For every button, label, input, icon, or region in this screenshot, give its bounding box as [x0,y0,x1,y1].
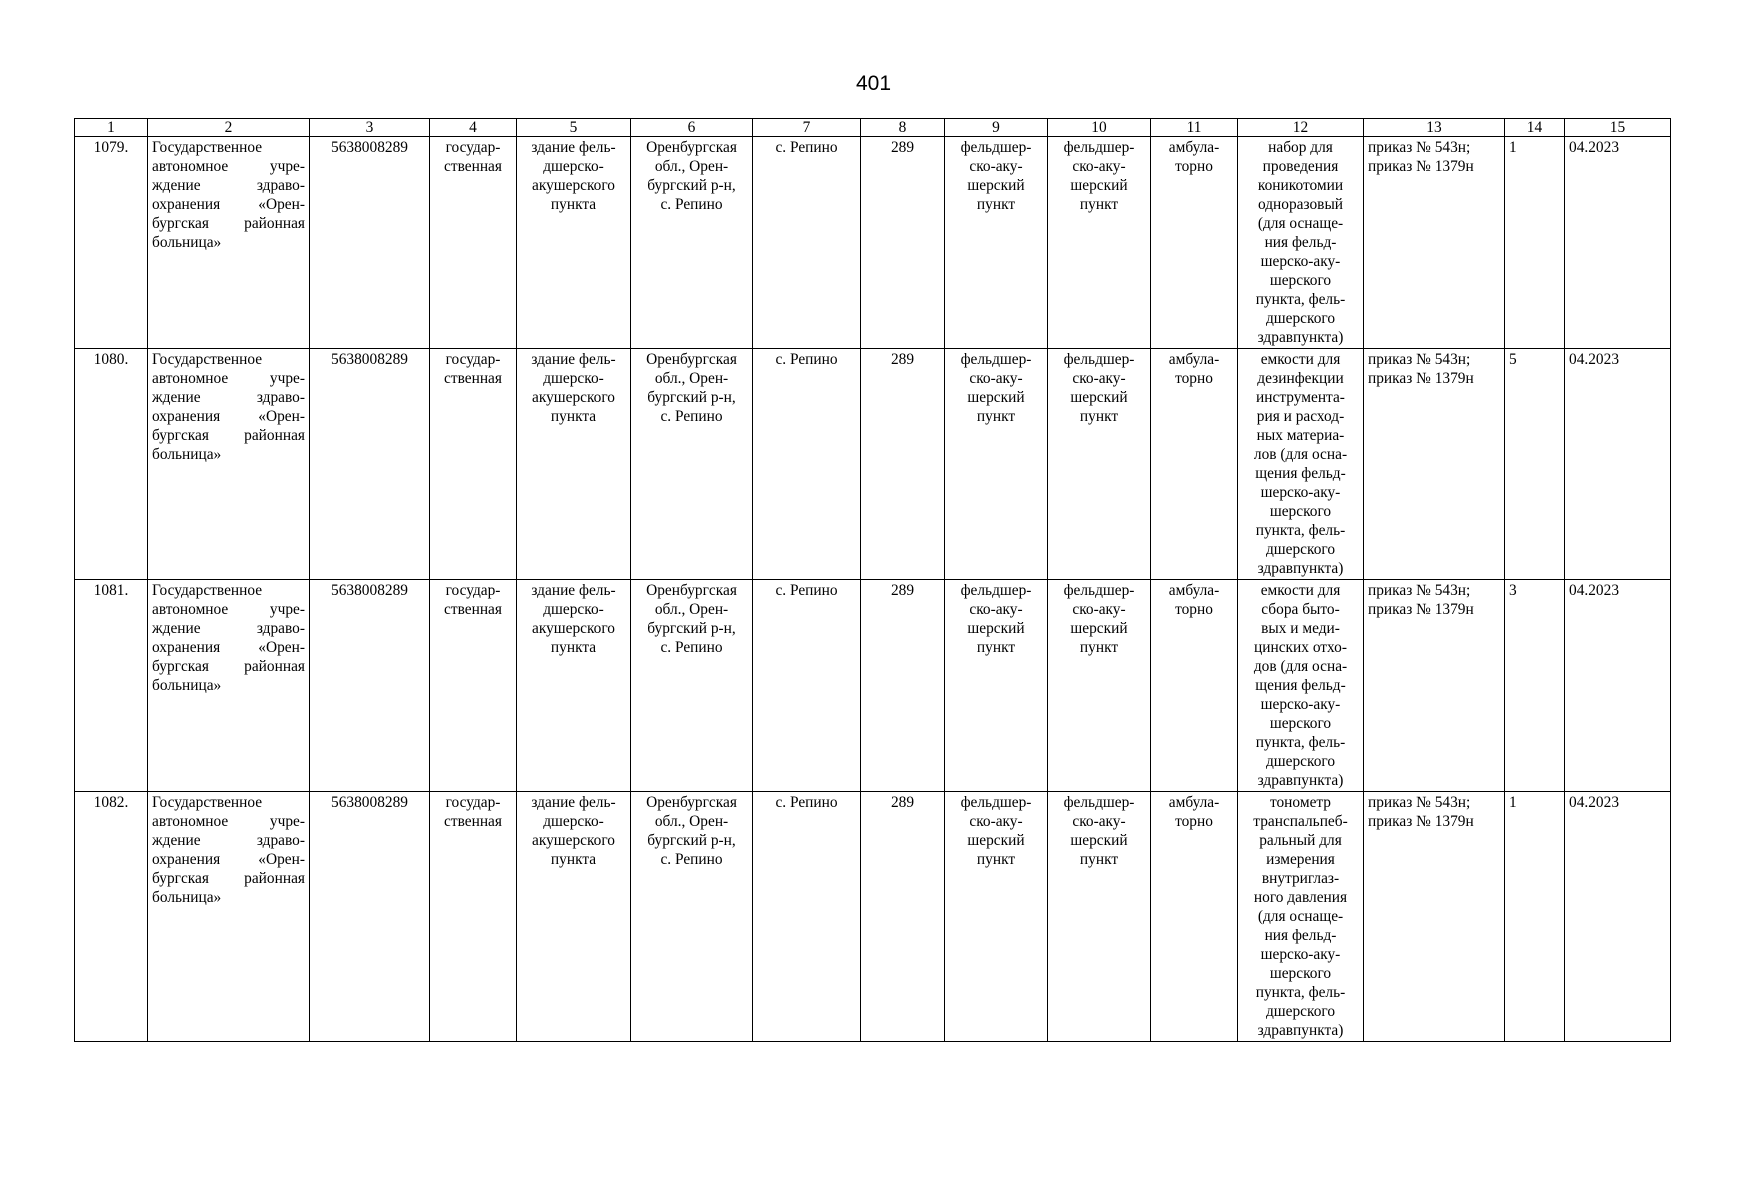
building-cell: здание фель- дшерско- акушерского пункта [517,349,631,580]
institution-cell: Государственное автономное учре-ждение здраво-охранения «Орен-бургская районная больница» [148,137,310,349]
column-number: 4 [430,119,517,137]
quantity-cell: 1 [1505,137,1565,349]
date-cell: 04.2023 [1565,792,1671,1042]
unit-type-cell: фельдшер- ско-аку- шерский пункт [945,580,1048,792]
orders-cell: приказ № 543н; приказ № 1379н [1364,137,1505,349]
inn-cell: 5638008289 [310,792,430,1042]
column-number: 8 [861,119,945,137]
code-cell: 289 [861,792,945,1042]
code-cell: 289 [861,137,945,349]
institution-cell: Государственное автономное учре-ждение здраво-охранения «Орен-бургская районная больница» [148,580,310,792]
column-number: 15 [1565,119,1671,137]
care-form-cell: амбула- торно [1151,137,1238,349]
ownership-cell: государ- ственная [430,137,517,349]
column-number: 11 [1151,119,1238,137]
table-row [75,792,1671,1042]
column-number: 3 [310,119,430,137]
equipment-cell: емкости для дезинфекции инструмента- рия и расход- ных материа- лов (для осна- щения фельд- шерско-аку- шерского пункта, фель- дшерского здравпункта) [1238,349,1364,580]
settlement-cell: с. Репино [753,137,861,349]
building-cell: здание фель- дшерско- акушерского пункта [517,792,631,1042]
ownership-cell: государ- ственная [430,792,517,1042]
orders-cell: приказ № 543н; приказ № 1379н [1364,792,1505,1042]
table-row [75,137,1671,349]
code-cell: 289 [861,580,945,792]
date-cell: 04.2023 [1565,580,1671,792]
unit-name-cell: фельдшер- ско-аку- шерский пункт [1048,349,1151,580]
unit-type-cell: фельдшер- ско-аку- шерский пункт [945,349,1048,580]
row-number-cell: 1081. [75,580,148,792]
column-number: 12 [1238,119,1364,137]
ownership-cell: государ- ственная [430,580,517,792]
column-number: 5 [517,119,631,137]
care-form-cell: амбула- торно [1151,349,1238,580]
date-cell: 04.2023 [1565,349,1671,580]
column-number: 13 [1364,119,1505,137]
equipment-cell: набор для проведения коникотомии одноразовый (для оснаще- ния фельд- шерско-аку- шерского пункта, фель- дшерского здравпункта) [1238,137,1364,349]
page-number: 401 [855,72,892,95]
settlement-cell: с. Репино [753,792,861,1042]
quantity-cell: 5 [1505,349,1565,580]
inn-cell: 5638008289 [310,137,430,349]
building-cell: здание фель- дшерско- акушерского пункта [517,137,631,349]
settlement-cell: с. Репино [753,580,861,792]
address-cell: Оренбургская обл., Орен- бургский р-н, с. Репино [631,349,753,580]
building-cell: здание фель- дшерско- акушерского пункта [517,580,631,792]
column-number: 7 [753,119,861,137]
date-cell: 04.2023 [1565,137,1671,349]
column-number: 9 [945,119,1048,137]
quantity-cell: 1 [1505,792,1565,1042]
unit-name-cell: фельдшер- ско-аку- шерский пункт [1048,792,1151,1042]
table-row [75,580,1671,792]
equipment-cell: тонометр транспальпеб- ральный для измерения внутриглаз- ного давления (для оснаще- ния фельд- шерско-аку- шерского пункта, фель- дшерского здравпункта) [1238,792,1364,1042]
row-number-cell: 1080. [75,349,148,580]
institution-cell: Государственное автономное учре-ждение здраво-охранения «Орен-бургская районная больница» [148,792,310,1042]
quantity-cell: 3 [1505,580,1565,792]
inn-cell: 5638008289 [310,580,430,792]
column-number: 2 [148,119,310,137]
care-form-cell: амбула- торно [1151,580,1238,792]
column-number: 1 [75,119,148,137]
row-number-cell: 1082. [75,792,148,1042]
unit-type-cell: фельдшер- ско-аку- шерский пункт [945,792,1048,1042]
ownership-cell: государ- ственная [430,349,517,580]
table-row [75,349,1671,580]
address-cell: Оренбургская обл., Орен- бургский р-н, с. Репино [631,792,753,1042]
equipment-cell: емкости для сбора быто- вых и меди- цинских отхо- дов (для осна- щения фельд- шерско-аку- шерского пункта, фель- дшерского здравпункта) [1238,580,1364,792]
institution-cell: Государственное автономное учре-ждение здраво-охранения «Орен-бургская районная больница» [148,349,310,580]
unit-name-cell: фельдшер- ско-аку- шерский пункт [1048,137,1151,349]
settlement-cell: с. Репино [753,349,861,580]
column-number-row [75,119,1671,137]
column-number: 14 [1505,119,1565,137]
care-form-cell: амбула- торно [1151,792,1238,1042]
orders-cell: приказ № 543н; приказ № 1379н [1364,580,1505,792]
address-cell: Оренбургская обл., Орен- бургский р-н, с. Репино [631,137,753,349]
column-number: 6 [631,119,753,137]
address-cell: Оренбургская обл., Орен- бургский р-н, с. Репино [631,580,753,792]
equipment-register-table [74,118,1671,1042]
inn-cell: 5638008289 [310,349,430,580]
orders-cell: приказ № 543н; приказ № 1379н [1364,349,1505,580]
column-number: 10 [1048,119,1151,137]
row-number-cell: 1079. [75,137,148,349]
unit-type-cell: фельдшер- ско-аку- шерский пункт [945,137,1048,349]
code-cell: 289 [861,349,945,580]
unit-name-cell: фельдшер- ско-аку- шерский пункт [1048,580,1151,792]
